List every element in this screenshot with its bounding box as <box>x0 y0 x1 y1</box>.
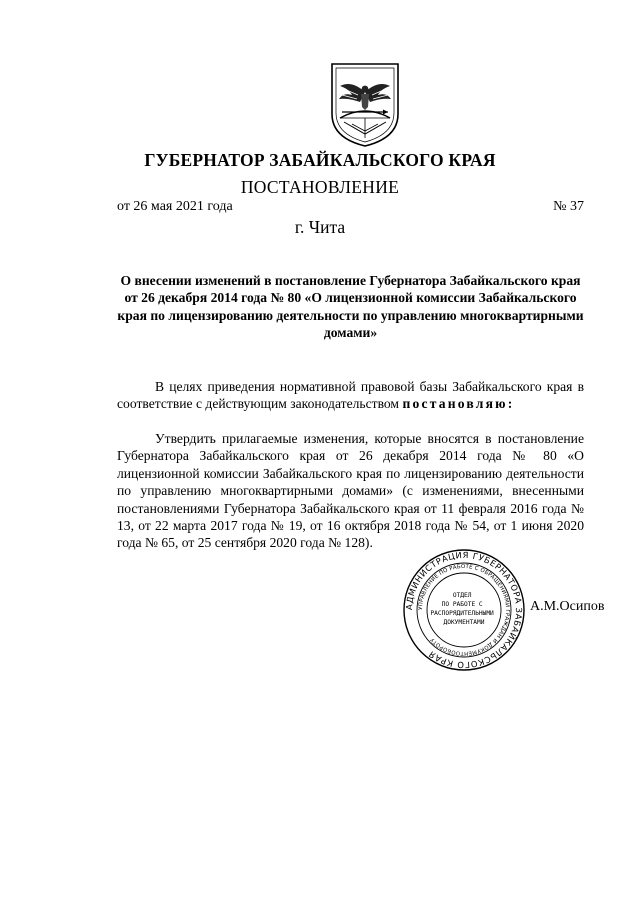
stamp-center-line: ОТДЕЛ <box>452 592 472 599</box>
signatory-name: А.М.Осипов <box>530 599 605 614</box>
coat-of-arms-icon <box>330 62 400 148</box>
document-number: № 37 <box>553 199 584 214</box>
document-type: ПОСТАНОВЛЕНИЕ <box>240 177 400 197</box>
preamble-text: В целях приведения нормативной правовой базы Забайкальского края в соответствие с действующим законодательством <box>117 379 584 412</box>
date-number-line <box>117 199 584 215</box>
document-date: от 26 мая 2021 года <box>117 199 233 214</box>
stamp-center-line: ДОКУМЕНТАМИ <box>443 619 485 626</box>
preamble-paragraph <box>117 378 584 413</box>
stamp-inner-text: УПРАВЛЕНИЕ ПО РАБОТЕ С ОБРАЩЕНИЯМИ ГРАЖДАН И ДОКУМЕНТООБОРОТУ <box>417 563 511 657</box>
issue-city: г. Чита <box>294 217 346 237</box>
document-subject: О внесении изменений в постановление Губернатора Забайкальского края от 26 декабря 2014 года № 80 «О лицензионной комиссии Забайкальского края по лицензированию деятельности по управлению многоквартирными домами» <box>117 273 584 341</box>
resolve-keyword: постановляю: <box>402 396 515 412</box>
resolution-paragraph: Утвердить прилагаемые изменения, которые вносятся в постановление Губернатора Забайкальского края от 26 декабря 2014 года № 80 «О лицензионной комиссии Забайкальского края по лицензированию деятельности по управлению многоквартирными домами» (с изменениями, внесенными постановлениями Губернатора Забайкальского края от 11 февраля 2016 года № 13, от 22 марта 2017 года № 19, от 16 октября 2018 года № 54, от 1 июня 2020 года № 65, от 25 сентября 2020 года № 128). <box>117 431 584 551</box>
issuer-title: ГУБЕРНАТОР ЗАБАЙКАЛЬСКОГО КРАЯ <box>144 150 496 170</box>
stamp-outer-text: АДМИНИСТРАЦИЯ ГУБЕРНАТОРА ЗАБАЙКАЛЬСКОГО КРАЯ <box>403 549 525 671</box>
official-stamp <box>402 548 526 672</box>
svg-text:ОТДЕЛ ПО РАБОТЕ С <box>430 592 497 626</box>
stamp-center-line: ПО РАБОТЕ С <box>441 601 483 608</box>
stamp-center-line: РАСПОРЯДИТЕЛЬНЫМИ <box>430 610 494 617</box>
